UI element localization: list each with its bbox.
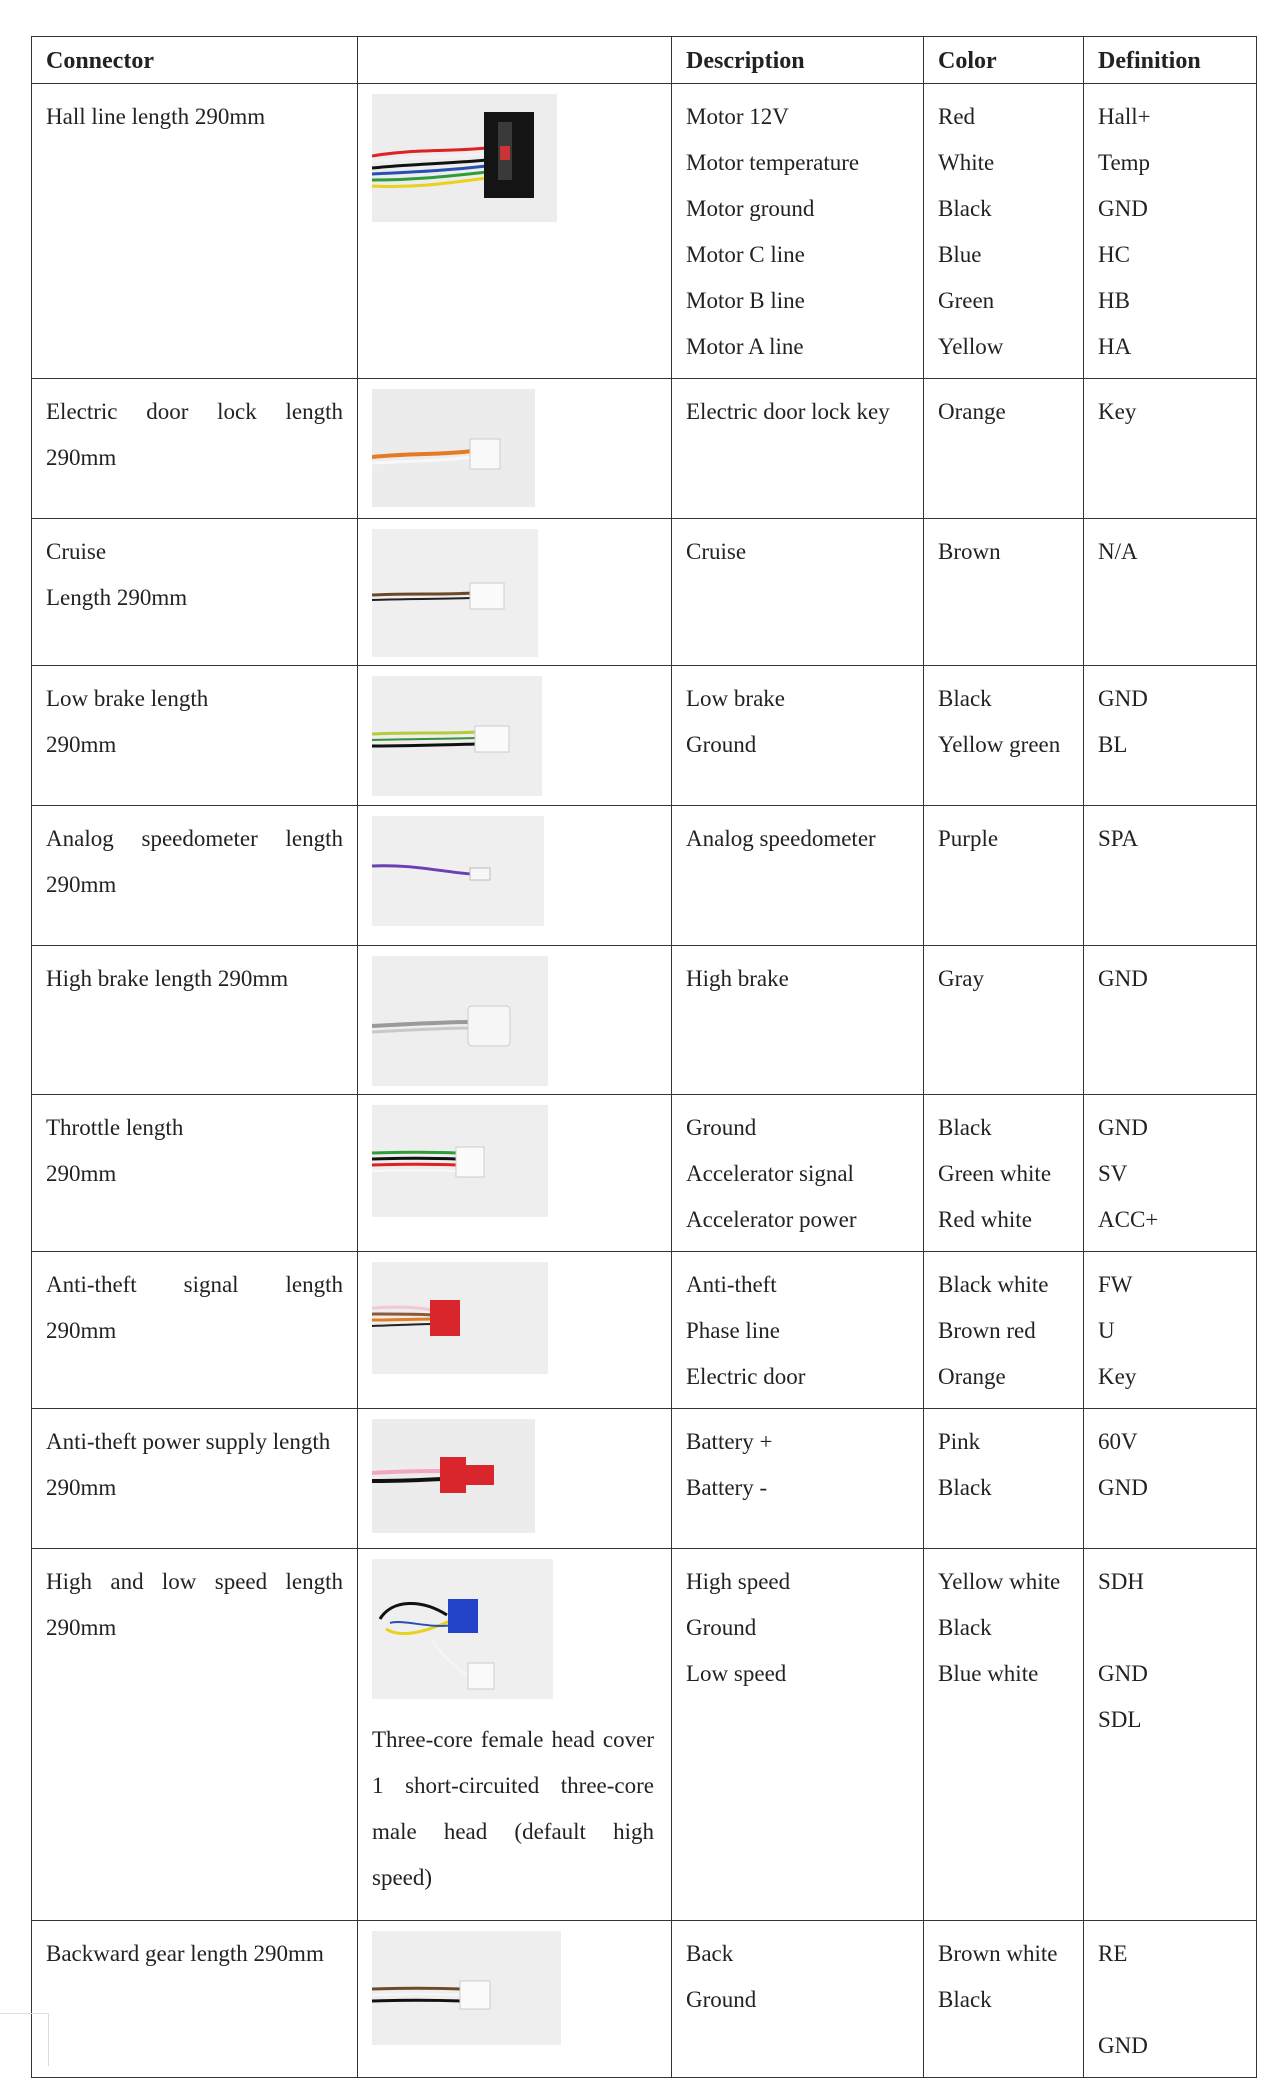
definition-text: GND xyxy=(1098,686,1148,711)
description-text: Electric door xyxy=(686,1364,806,1389)
image-cell xyxy=(358,84,672,379)
definition-text: GND xyxy=(1098,2033,1148,2058)
definition-text: SDL xyxy=(1098,1707,1142,1732)
connector-label: 290mm xyxy=(46,1615,117,1640)
definition-text: SDH xyxy=(1098,1569,1145,1594)
color-cell xyxy=(924,666,1084,806)
definition-text: HC xyxy=(1098,242,1130,267)
photo-caption xyxy=(372,1717,654,1901)
description-text: Motor B line xyxy=(686,288,805,313)
image-cell xyxy=(358,806,672,946)
definition-text: HA xyxy=(1098,334,1132,359)
color-text: Brown xyxy=(938,539,1001,564)
header-definition: Definition xyxy=(1084,37,1257,84)
definition-text: U xyxy=(1098,1318,1115,1343)
connector-cell xyxy=(32,379,358,519)
definition-text: HB xyxy=(1098,288,1130,313)
description-text: Back xyxy=(686,1941,734,1966)
image-cell xyxy=(358,379,672,519)
high-brake-connector-photo xyxy=(372,956,548,1086)
description-cell xyxy=(672,1549,924,1921)
description-text: Motor ground xyxy=(686,196,815,221)
description-text: Electric door lock key xyxy=(686,399,890,424)
description-cell xyxy=(672,519,924,666)
definition-text: Key xyxy=(1098,399,1137,424)
color-text: Black xyxy=(938,196,992,221)
connector-label: Hall line length 290mm xyxy=(46,104,266,129)
definition-cell xyxy=(1084,666,1257,806)
definition-cell xyxy=(1084,1409,1257,1549)
definition-text: GND xyxy=(1098,1115,1148,1140)
table-row xyxy=(32,946,1257,1095)
image-cell xyxy=(358,1549,672,1921)
color-text: Red xyxy=(938,104,976,129)
color-text: White xyxy=(938,150,995,175)
description-cell xyxy=(672,1252,924,1409)
definition-text: Temp xyxy=(1098,150,1151,175)
color-text: Pink xyxy=(938,1429,981,1454)
definition-cell xyxy=(1084,806,1257,946)
connector-cell xyxy=(32,666,358,806)
color-text: Yellow xyxy=(938,334,1004,359)
definition-text: FW xyxy=(1098,1272,1133,1297)
color-cell xyxy=(924,1252,1084,1409)
table-row xyxy=(32,806,1257,946)
connector-label: Backward gear length 290mm xyxy=(46,1941,324,1966)
definition-text: GND xyxy=(1098,966,1148,991)
definition-text: 60V xyxy=(1098,1429,1138,1454)
description-text: Accelerator signal xyxy=(686,1161,854,1186)
image-cell xyxy=(358,519,672,666)
color-text: Black xyxy=(938,686,992,711)
definition-text: SPA xyxy=(1098,826,1139,851)
connector-label: 290mm xyxy=(46,872,117,897)
color-cell xyxy=(924,1549,1084,1921)
connector-label: Analog speedometer length xyxy=(46,826,343,851)
color-text: Yellow green xyxy=(938,732,1061,757)
definition-cell xyxy=(1084,946,1257,1095)
table-row xyxy=(32,379,1257,519)
connector-label: Anti-theft power supply length xyxy=(46,1429,331,1454)
description-text: Ground xyxy=(686,732,757,757)
color-text: Gray xyxy=(938,966,984,991)
speedometer-connector-photo xyxy=(372,816,544,926)
color-text: Black xyxy=(938,1987,992,2012)
color-cell xyxy=(924,806,1084,946)
connector-cell xyxy=(32,806,358,946)
description-text: High speed xyxy=(686,1569,791,1594)
definition-text: GND xyxy=(1098,1475,1148,1500)
color-cell xyxy=(924,519,1084,666)
description-text: Motor C line xyxy=(686,242,805,267)
color-cell xyxy=(924,379,1084,519)
backward-gear-connector-photo xyxy=(372,1931,561,2045)
color-text: Brown red xyxy=(938,1318,1036,1343)
anti-theft-power-connector-photo xyxy=(372,1419,535,1533)
header-connector: Connector xyxy=(32,37,358,84)
definition-text: GND xyxy=(1098,1661,1148,1686)
description-cell xyxy=(672,1095,924,1252)
definition-cell xyxy=(1084,1921,1257,2078)
table-row xyxy=(32,1095,1257,1252)
image-cell xyxy=(358,1409,672,1549)
color-text: Yellow white xyxy=(938,1569,1061,1594)
description-text: Motor temperature xyxy=(686,150,860,175)
color-text: Red white xyxy=(938,1207,1032,1232)
image-cell xyxy=(358,1252,672,1409)
description-cell xyxy=(672,1409,924,1549)
description-cell xyxy=(672,1921,924,2078)
definition-text: BL xyxy=(1098,732,1128,757)
description-text: Accelerator power xyxy=(686,1207,857,1232)
image-cell xyxy=(358,1921,672,2078)
color-text: Black xyxy=(938,1115,992,1140)
definition-blank xyxy=(1098,1605,1242,1651)
color-text: Black xyxy=(938,1475,992,1500)
definition-cell xyxy=(1084,379,1257,519)
definition-text: SV xyxy=(1098,1161,1128,1186)
door-lock-connector-photo xyxy=(372,389,535,507)
description-text: Ground xyxy=(686,1115,757,1140)
definition-cell xyxy=(1084,84,1257,379)
connector-label: High brake length 290mm xyxy=(46,966,289,991)
image-cell xyxy=(358,666,672,806)
description-text: Ground xyxy=(686,1987,757,2012)
color-text: Purple xyxy=(938,826,999,851)
color-cell xyxy=(924,946,1084,1095)
definition-blank xyxy=(1098,1977,1242,2023)
description-text: Anti-theft xyxy=(686,1272,777,1297)
color-text: Orange xyxy=(938,399,1006,424)
cruise-connector-photo xyxy=(372,529,538,657)
connector-cell xyxy=(32,1095,358,1252)
description-text: Phase line xyxy=(686,1318,780,1343)
table-row xyxy=(32,1252,1257,1409)
connector-label: Anti-theft signal length xyxy=(46,1272,343,1297)
throttle-connector-photo xyxy=(372,1105,548,1217)
connector-cell xyxy=(32,84,358,379)
connector-label: 290mm xyxy=(46,1161,117,1186)
image-cell xyxy=(358,1095,672,1252)
color-cell xyxy=(924,1921,1084,2078)
page-edge-mark xyxy=(0,2013,49,2066)
definition-cell xyxy=(1084,1549,1257,1921)
definition-cell xyxy=(1084,519,1257,666)
connector-label: Low brake length xyxy=(46,686,209,711)
description-cell xyxy=(672,806,924,946)
connector-label: Length 290mm xyxy=(46,585,188,610)
connector-label: 290mm xyxy=(46,1475,117,1500)
description-text: High brake xyxy=(686,966,789,991)
definition-text: N/A xyxy=(1098,539,1138,564)
connector-label: 290mm xyxy=(46,732,117,757)
connector-spec-table xyxy=(31,36,1257,2078)
description-cell xyxy=(672,666,924,806)
table-row xyxy=(32,666,1257,806)
description-text: Motor 12V xyxy=(686,104,789,129)
color-text: Blue xyxy=(938,242,982,267)
description-text: Low brake xyxy=(686,686,785,711)
description-text: Battery - xyxy=(686,1475,768,1500)
color-text: Green white xyxy=(938,1161,1052,1186)
description-text: Ground xyxy=(686,1615,757,1640)
definition-text: ACC+ xyxy=(1098,1207,1159,1232)
anti-theft-signal-connector-photo xyxy=(372,1262,548,1374)
definition-text: Hall+ xyxy=(1098,104,1151,129)
color-text: Blue white xyxy=(938,1661,1039,1686)
description-cell xyxy=(672,946,924,1095)
connector-cell xyxy=(32,519,358,666)
color-text: Brown white xyxy=(938,1941,1058,1966)
definition-cell xyxy=(1084,1252,1257,1409)
connector-cell xyxy=(32,1409,358,1549)
image-cell xyxy=(358,946,672,1095)
description-text: Battery + xyxy=(686,1429,773,1454)
connector-label: Throttle length xyxy=(46,1115,184,1140)
description-cell xyxy=(672,379,924,519)
connector-label: Cruise xyxy=(46,539,107,564)
description-text: Low speed xyxy=(686,1661,787,1686)
header-color: Color xyxy=(924,37,1084,84)
description-text: Analog speedometer xyxy=(686,826,876,851)
color-cell xyxy=(924,84,1084,379)
table-header-row xyxy=(32,37,1257,84)
color-cell xyxy=(924,1409,1084,1549)
connector-label: 290mm xyxy=(46,445,117,470)
low-brake-connector-photo xyxy=(372,676,542,796)
table-row xyxy=(32,519,1257,666)
connector-cell xyxy=(32,1921,358,2078)
connector-label: High and low speed length xyxy=(46,1569,343,1594)
color-text: Black xyxy=(938,1615,992,1640)
description-text: Motor A line xyxy=(686,334,804,359)
table-row xyxy=(32,84,1257,379)
table-row xyxy=(32,1921,1257,2078)
color-cell xyxy=(924,1095,1084,1252)
hall-connector-photo xyxy=(372,94,557,222)
description-text: Cruise xyxy=(686,539,747,564)
caption-text: Three-core female head cover 1 short-circuited three-core male head (default high speed) xyxy=(372,1727,654,1890)
definition-text: Key xyxy=(1098,1364,1137,1389)
header-image xyxy=(358,37,672,84)
table-row xyxy=(32,1409,1257,1549)
definition-cell xyxy=(1084,1095,1257,1252)
definition-text: RE xyxy=(1098,1941,1128,1966)
speed-switch-connector-photo xyxy=(372,1559,553,1699)
connector-cell xyxy=(32,946,358,1095)
color-text: Orange xyxy=(938,1364,1006,1389)
table-row xyxy=(32,1549,1257,1921)
connector-cell xyxy=(32,1549,358,1921)
connector-cell xyxy=(32,1252,358,1409)
color-text: Green xyxy=(938,288,995,313)
connector-label: 290mm xyxy=(46,1318,117,1343)
header-description: Description xyxy=(672,37,924,84)
connector-label: Electric door lock length xyxy=(46,399,343,424)
definition-text: GND xyxy=(1098,196,1148,221)
color-text: Black white xyxy=(938,1272,1049,1297)
description-cell xyxy=(672,84,924,379)
